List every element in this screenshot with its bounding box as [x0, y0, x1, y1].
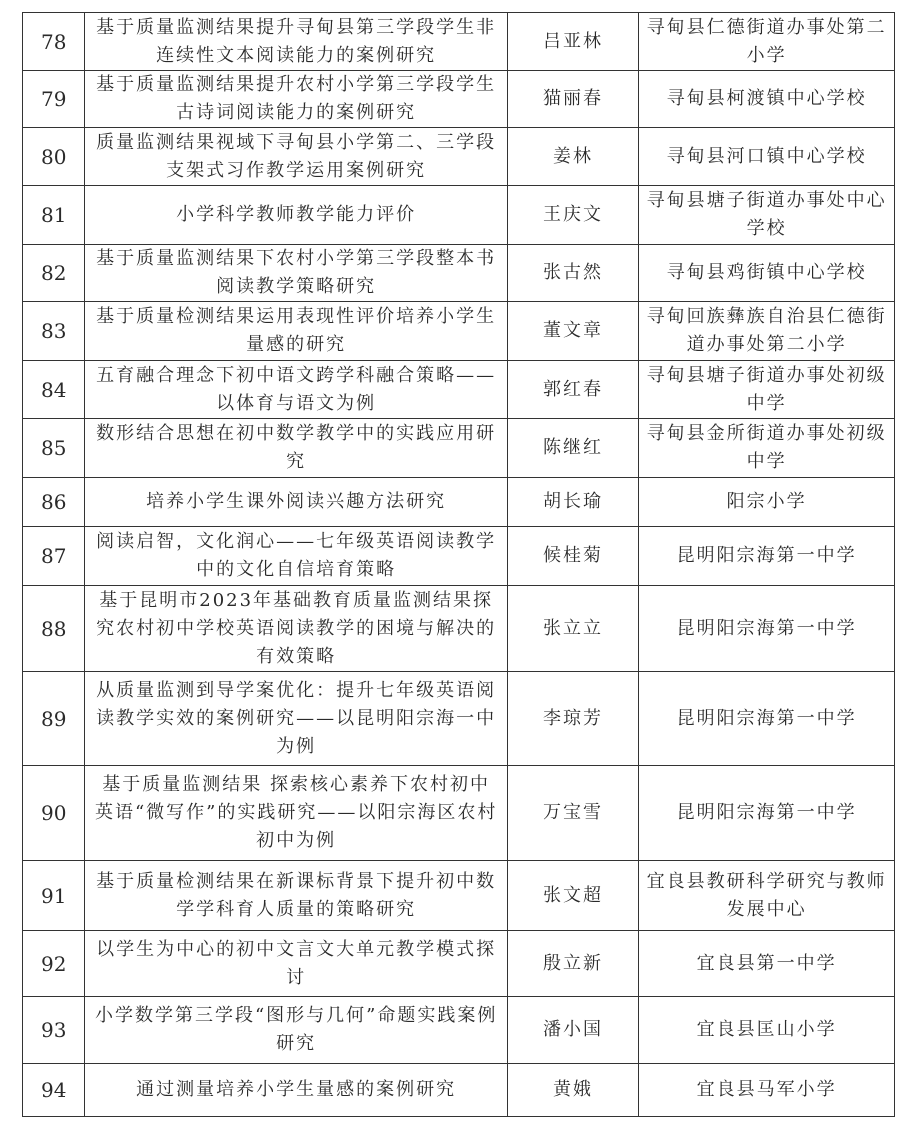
table-row: [23, 128, 895, 186]
research-title: 基于质量监测结果提升寻甸县第三学段学生非连续性文本阅读能力的案例研究: [85, 13, 507, 71]
organization: 宜良县马军小学: [639, 1064, 895, 1117]
organization: 寻甸县仁德街道办事处第二小学: [639, 13, 895, 71]
organization: 昆明阳宗海第一中学: [639, 527, 895, 586]
table-row: [23, 186, 895, 245]
row-number: 88: [23, 586, 85, 672]
author-name: 陈继红: [507, 419, 638, 478]
row-number: 84: [23, 361, 85, 419]
row-number: 93: [23, 997, 85, 1064]
row-number: 89: [23, 672, 85, 766]
table-row: [23, 361, 895, 419]
row-number: 85: [23, 419, 85, 478]
table-row: [23, 245, 895, 302]
table-row: [23, 766, 895, 861]
row-number: 82: [23, 245, 85, 302]
research-title: 基于昆明市2023年基础教育质量监测结果探究农村初中学校英语阅读教学的困境与解决的有效策略: [85, 586, 507, 672]
research-title: 质量监测结果视域下寻甸县小学第二、三学段支架式习作教学运用案例研究: [85, 128, 507, 186]
organization: 昆明阳宗海第一中学: [639, 766, 895, 861]
author-name: 张立立: [507, 586, 638, 672]
row-number: 86: [23, 478, 85, 527]
table-row: [23, 997, 895, 1064]
research-title: 基于质量监测结果 探索核心素养下农村初中英语“微写作”的实践研究——以阳宗海区农村初中为例: [85, 766, 507, 861]
row-number: 78: [23, 13, 85, 71]
organization: 宜良县第一中学: [639, 931, 895, 997]
table-row: [23, 527, 895, 586]
author-name: 胡长瑜: [507, 478, 638, 527]
author-name: 李琼芳: [507, 672, 638, 766]
author-name: 候桂菊: [507, 527, 638, 586]
organization: 宜良县匡山小学: [639, 997, 895, 1064]
organization: 寻甸县河口镇中心学校: [639, 128, 895, 186]
organization: 寻甸县塘子街道办事处中心学校: [639, 186, 895, 245]
organization: 寻甸县鸡街镇中心学校: [639, 245, 895, 302]
row-number: 94: [23, 1064, 85, 1117]
organization: 昆明阳宗海第一中学: [639, 586, 895, 672]
research-title: 小学数学第三学段“图形与几何”命题实践案例研究: [85, 997, 507, 1064]
row-number: 87: [23, 527, 85, 586]
row-number: 80: [23, 128, 85, 186]
row-number: 90: [23, 766, 85, 861]
author-name: 董文章: [507, 302, 638, 361]
author-name: 万宝雪: [507, 766, 638, 861]
organization: 宜良县教研科学研究与教师发展中心: [639, 861, 895, 931]
author-name: 猫丽春: [507, 71, 638, 128]
table-row: [23, 861, 895, 931]
research-title: 五育融合理念下初中语文跨学科融合策略——以体育与语文为例: [85, 361, 507, 419]
research-title: 基于质量检测结果运用表现性评价培养小学生量感的研究: [85, 302, 507, 361]
table-row: [23, 71, 895, 128]
organization: 寻甸回族彝族自治县仁德街道办事处第二小学: [639, 302, 895, 361]
research-title: 通过测量培养小学生量感的案例研究: [85, 1064, 507, 1117]
organization: 寻甸县塘子街道办事处初级中学: [639, 361, 895, 419]
author-name: 郭红春: [507, 361, 638, 419]
organization: 寻甸县金所街道办事处初级中学: [639, 419, 895, 478]
table-row: [23, 478, 895, 527]
organization: 寻甸县柯渡镇中心学校: [639, 71, 895, 128]
author-name: 张文超: [507, 861, 638, 931]
author-name: 王庆文: [507, 186, 638, 245]
research-title: 从质量监测到导学案优化：提升七年级英语阅读教学实效的案例研究——以昆明阳宗海一中为例: [85, 672, 507, 766]
achievement-table: [22, 12, 895, 1117]
research-title: 阅读启智，文化润心——七年级英语阅读教学中的文化自信培育策略: [85, 527, 507, 586]
author-name: 潘小国: [507, 997, 638, 1064]
row-number: 92: [23, 931, 85, 997]
research-title: 以学生为中心的初中文言文大单元教学模式探讨: [85, 931, 507, 997]
row-number: 91: [23, 861, 85, 931]
table-row: [23, 586, 895, 672]
research-title: 数形结合思想在初中数学教学中的实践应用研究: [85, 419, 507, 478]
research-title: 基于质量监测结果提升农村小学第三学段学生古诗词阅读能力的案例研究: [85, 71, 507, 128]
row-number: 83: [23, 302, 85, 361]
author-name: 姜林: [507, 128, 638, 186]
row-number: 79: [23, 71, 85, 128]
organization: 昆明阳宗海第一中学: [639, 672, 895, 766]
author-name: 殷立新: [507, 931, 638, 997]
research-title: 基于质量检测结果在新课标背景下提升初中数学学科育人质量的策略研究: [85, 861, 507, 931]
table-row: [23, 419, 895, 478]
research-title: 基于质量监测结果下农村小学第三学段整本书阅读教学策略研究: [85, 245, 507, 302]
author-name: 张古然: [507, 245, 638, 302]
table-row: [23, 302, 895, 361]
author-name: 吕亚林: [507, 13, 638, 71]
table-row: [23, 13, 895, 71]
research-title: 培养小学生课外阅读兴趣方法研究: [85, 478, 507, 527]
research-title: 小学科学教师教学能力评价: [85, 186, 507, 245]
table-row: [23, 1064, 895, 1117]
author-name: 黄娥: [507, 1064, 638, 1117]
organization: 阳宗小学: [639, 478, 895, 527]
table-row: [23, 672, 895, 766]
row-number: 81: [23, 186, 85, 245]
table-row: [23, 931, 895, 997]
